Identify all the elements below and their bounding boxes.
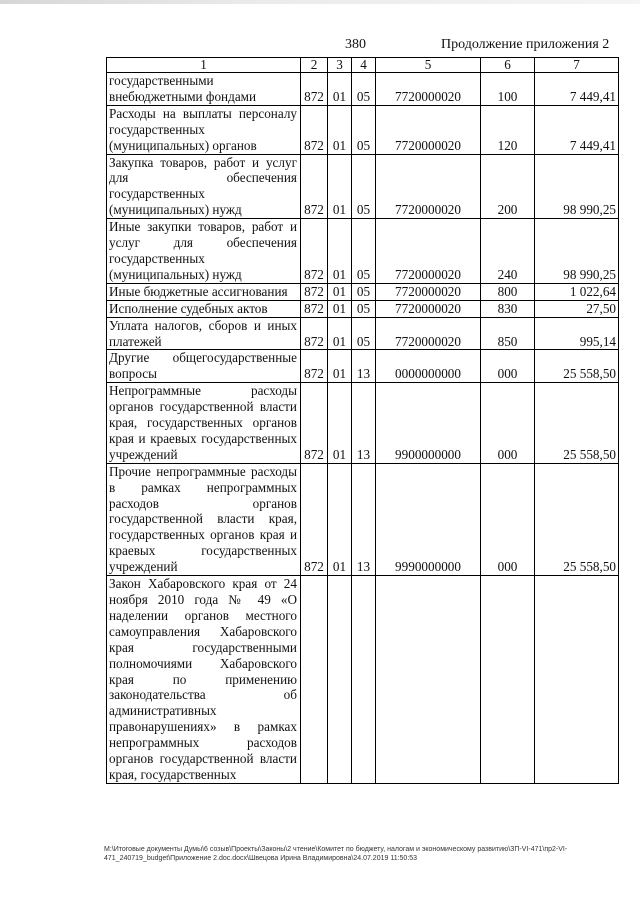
row-value-cell: 240 [481, 219, 535, 284]
column-header: 1 [107, 58, 301, 73]
table-row [107, 317, 619, 350]
row-name-cell: Иные закупки товаров, работ и услуг для обеспечения государственных (муниципальных) нужд [107, 219, 301, 284]
page-number: 380 [345, 37, 366, 52]
row-value-cell: 9900000000 [376, 383, 481, 464]
row-value-cell: 200 [481, 154, 535, 219]
row-value-cell: 01 [328, 283, 352, 300]
table-row [107, 350, 619, 383]
table-row [107, 300, 619, 317]
row-value-cell: 27,50 [535, 300, 619, 317]
row-value-cell: 7 449,41 [535, 105, 619, 154]
row-value-cell: 98 990,25 [535, 219, 619, 284]
row-name-cell: Закон Хабаровского края от 24 ноября 2010 года № 49 «О наделении органов местного самоуправления Хабаровского края государственными полномочиями Хабаровского края по применению законодательства об административных правонарушениях» в рамках непрограммных расходов органов государственной власти края, государственных [107, 576, 301, 784]
column-header: 6 [481, 58, 535, 73]
scan-top-edge [0, 0, 640, 4]
row-value-cell: 05 [352, 317, 376, 350]
row-value-cell: 872 [301, 219, 328, 284]
row-value-cell: 13 [352, 463, 376, 575]
row-value-cell [352, 576, 376, 784]
row-value-cell: 872 [301, 154, 328, 219]
row-value-cell: 05 [352, 300, 376, 317]
row-value-cell: 872 [301, 73, 328, 106]
column-header: 4 [352, 58, 376, 73]
row-name-cell: Уплата налогов, сборов и иных платежей [107, 317, 301, 350]
row-value-cell: 7720000020 [376, 317, 481, 350]
row-value-cell: 01 [328, 463, 352, 575]
continuation-title: Продолжение приложения 2 [441, 37, 610, 52]
row-value-cell [481, 576, 535, 784]
row-value-cell: 01 [328, 317, 352, 350]
row-value-cell: 7720000020 [376, 300, 481, 317]
row-value-cell: 98 990,25 [535, 154, 619, 219]
row-name-cell: Расходы на выплаты персоналу государственных (муниципальных) органов [107, 105, 301, 154]
row-value-cell [328, 576, 352, 784]
column-header: 5 [376, 58, 481, 73]
row-value-cell: 05 [352, 105, 376, 154]
row-value-cell: 9990000000 [376, 463, 481, 575]
row-value-cell: 120 [481, 105, 535, 154]
table-row [107, 283, 619, 300]
row-value-cell: 13 [352, 383, 376, 464]
table-row [107, 154, 619, 219]
row-value-cell: 01 [328, 105, 352, 154]
row-value-cell: 25 558,50 [535, 383, 619, 464]
row-name-cell: Исполнение судебных актов [107, 300, 301, 317]
row-value-cell: 7720000020 [376, 73, 481, 106]
row-value-cell: 1 022,64 [535, 283, 619, 300]
row-name-cell: Иные бюджетные ассигнования [107, 283, 301, 300]
column-header: 3 [328, 58, 352, 73]
row-value-cell: 000 [481, 383, 535, 464]
column-header: 2 [301, 58, 328, 73]
table-header-row [107, 58, 619, 73]
row-name-cell: Прочие непрограммные расходы в рамках непрограммных расходов органов государственной власти края, государственных органов края и краевых государственных учреждений [107, 463, 301, 575]
row-value-cell: 830 [481, 300, 535, 317]
row-value-cell: 05 [352, 154, 376, 219]
row-value-cell: 05 [352, 73, 376, 106]
row-value-cell: 0000000000 [376, 350, 481, 383]
table-row [107, 105, 619, 154]
column-header: 7 [535, 58, 619, 73]
row-value-cell: 01 [328, 383, 352, 464]
row-value-cell: 872 [301, 463, 328, 575]
row-value-cell: 7720000020 [376, 105, 481, 154]
row-value-cell: 000 [481, 350, 535, 383]
table-row [107, 73, 619, 106]
row-value-cell: 872 [301, 317, 328, 350]
row-value-cell: 05 [352, 283, 376, 300]
row-value-cell: 01 [328, 219, 352, 284]
row-value-cell: 7 449,41 [535, 73, 619, 106]
budget-table [106, 57, 619, 784]
table-row [107, 463, 619, 575]
row-value-cell: 000 [481, 463, 535, 575]
row-value-cell: 872 [301, 105, 328, 154]
row-value-cell: 872 [301, 283, 328, 300]
row-value-cell: 872 [301, 383, 328, 464]
table-row [107, 219, 619, 284]
table-row [107, 383, 619, 464]
row-value-cell: 01 [328, 350, 352, 383]
row-value-cell: 7720000020 [376, 283, 481, 300]
row-value-cell: 995,14 [535, 317, 619, 350]
row-value-cell: 25 558,50 [535, 463, 619, 575]
row-value-cell: 100 [481, 73, 535, 106]
row-value-cell: 13 [352, 350, 376, 383]
row-value-cell: 05 [352, 219, 376, 284]
row-name-cell: государственными внебюджетными фондами [107, 73, 301, 106]
row-name-cell: Непрограммные расходы органов государственной власти края, государственных органов края и краевых государственных учреждений [107, 383, 301, 464]
row-value-cell: 872 [301, 300, 328, 317]
row-value-cell: 7720000020 [376, 154, 481, 219]
row-value-cell: 7720000020 [376, 219, 481, 284]
table-row [107, 576, 619, 784]
row-value-cell: 25 558,50 [535, 350, 619, 383]
row-value-cell: 850 [481, 317, 535, 350]
row-value-cell: 800 [481, 283, 535, 300]
row-value-cell [301, 576, 328, 784]
row-value-cell: 872 [301, 350, 328, 383]
row-value-cell: 01 [328, 300, 352, 317]
row-value-cell [376, 576, 481, 784]
file-path-footer: М:\Итоговые документы Думы\6 созыв\Проекты\Законы\2 чтение\Комитет по бюджету, налогам и экономическому развитию\ЗП-VI-471\пр2-VI-471_240719_budget\Приложение 2.doc.docx\Швецова Ирина Владимировна\24.07.2019 11:50:53 [104, 846, 568, 862]
row-name-cell: Другие общегосударственные вопросы [107, 350, 301, 383]
row-value-cell: 01 [328, 73, 352, 106]
row-value-cell: 01 [328, 154, 352, 219]
row-value-cell [535, 576, 619, 784]
row-name-cell: Закупка товаров, работ и услуг для обеспечения государственных (муниципальных) нужд [107, 154, 301, 219]
